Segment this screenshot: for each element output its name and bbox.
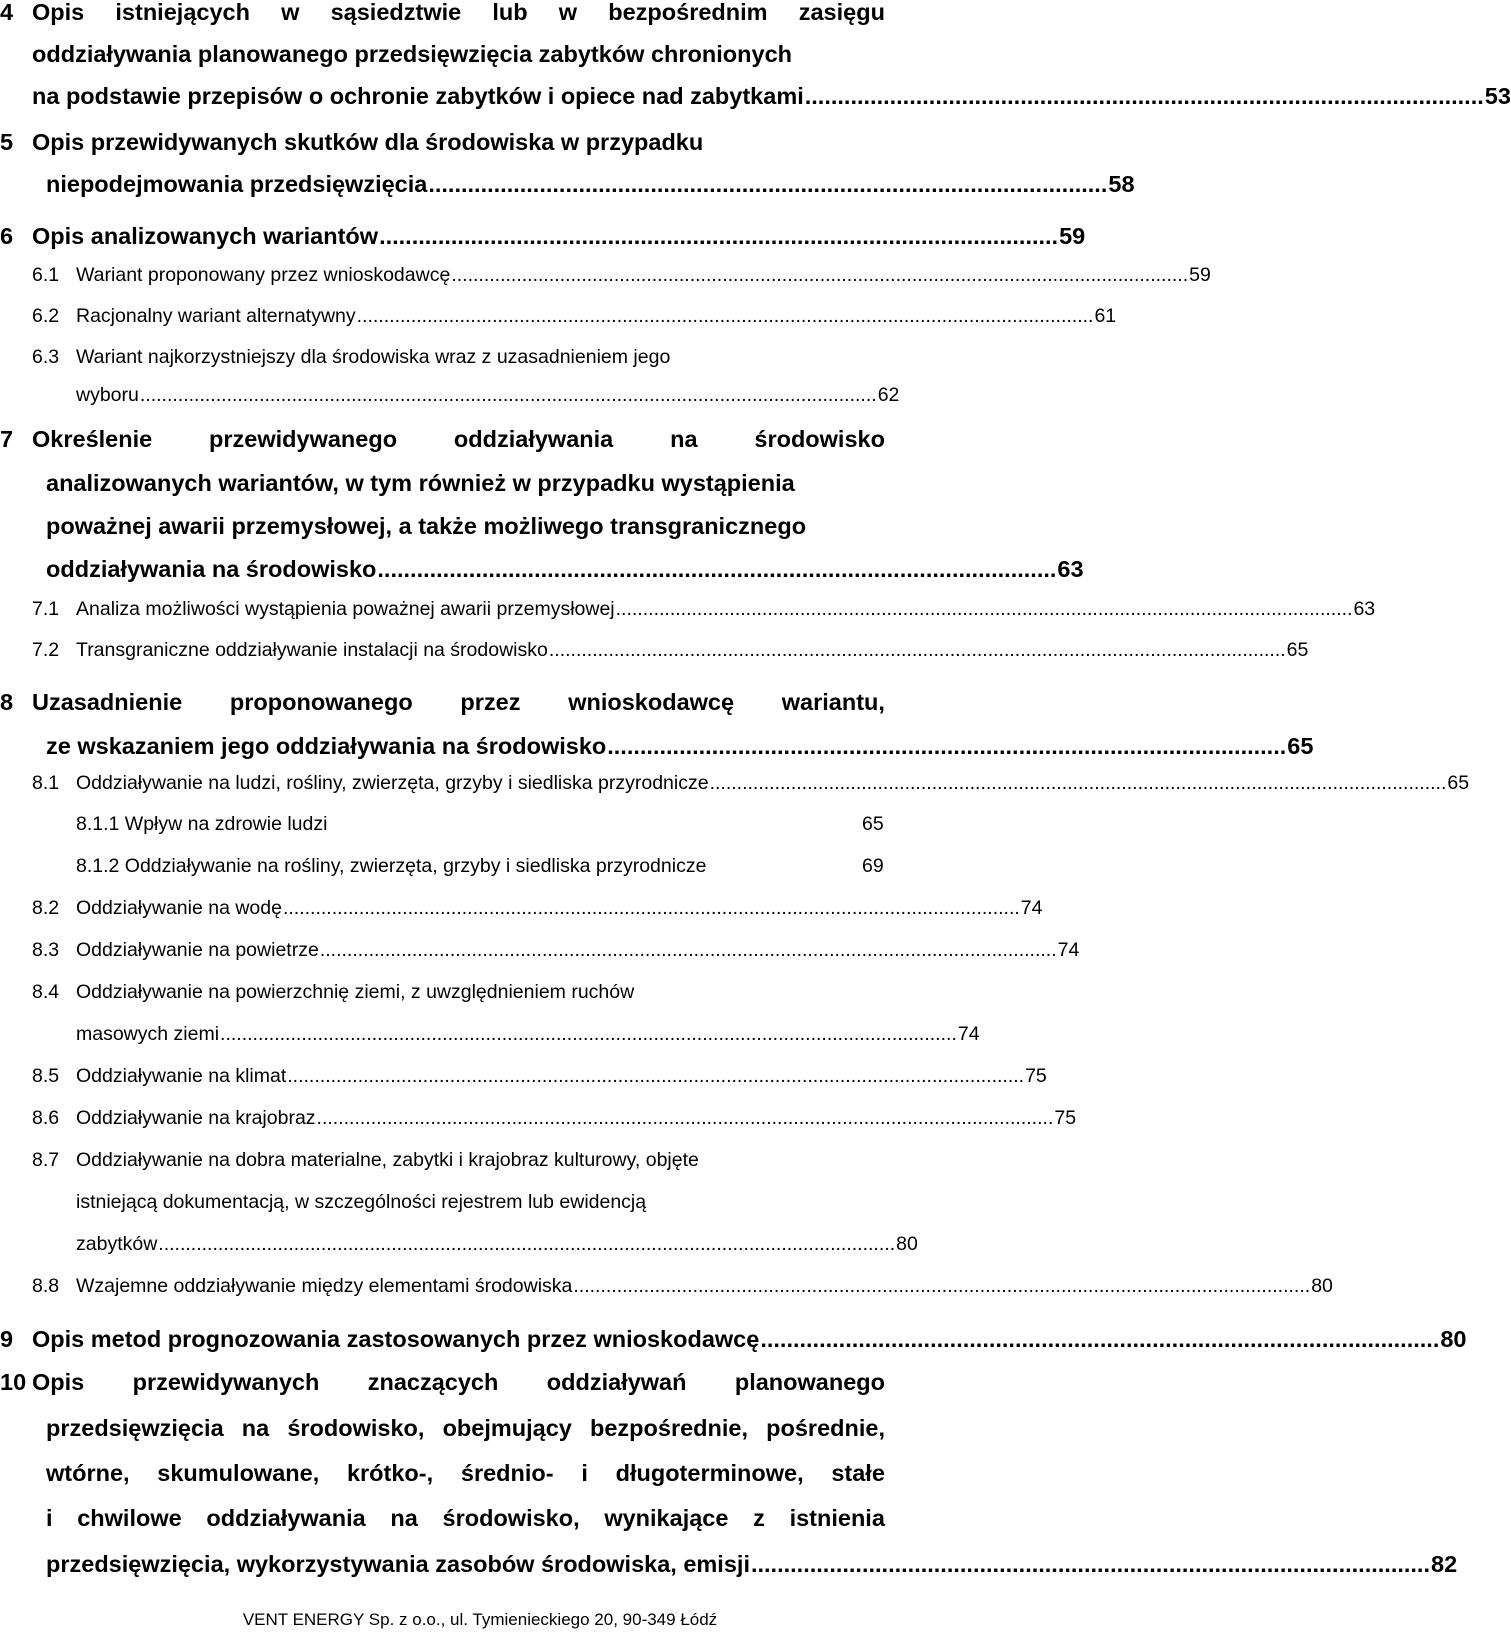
toc-leader-line [76,1228,918,1260]
toc-leader-line [76,934,1080,966]
toc-word: planowanego [734,1369,885,1395]
toc-text: Analiza możliwości wystąpienia poważnej awarii przemysłowej [76,598,615,620]
dot-leader: ........................................................................................................................................ [356,305,1094,327]
dot-leader: ........................................................................................................................................ [573,1275,1311,1297]
toc-leader-line [76,259,1211,291]
toc-text: ze wskazaniem jego oddziaływania na środowisko [46,733,607,759]
toc-word: środowisko [754,426,885,452]
toc-text: przedsięwzięcia, wykorzystywania zasobów środowiska, emisji [46,1551,750,1577]
toc-text: Oddziaływanie na klimat [76,1065,287,1087]
toc-word: bezpośrednim [608,0,768,25]
toc-page-number: 53 [1484,83,1511,109]
toc-word: przez [460,689,521,715]
toc-word: lub [492,0,528,25]
toc-text-line [32,119,885,165]
toc-text: wyboru [76,384,139,406]
toc-text-line [46,460,885,506]
toc-leader-line [46,546,1084,592]
toc-word: Opis [32,1369,85,1395]
toc-number: 4 [0,0,14,25]
dot-leader: ........................................................................................................................................ [615,598,1353,620]
toc-page-number: 58 [1108,171,1135,197]
toc-word: skumulowane, [157,1460,320,1486]
toc-text: Wariant najkorzystniejszy dla środowiska wraz z uzasadnieniem jego [76,346,671,368]
toc-word: oddziaływania [206,1505,366,1531]
dot-leader: ........................................................................................................................................ [316,1107,1054,1129]
toc-word: zasięgu [798,0,885,25]
toc-leader-line [46,1541,1458,1587]
dot-leader: ........................................................................................................................................ [319,939,1057,961]
toc-text: analizowanych wariantów, w tym również w przypadku wystąpienia [46,470,795,496]
toc-page-number: 75 [1025,1065,1047,1087]
toc-number: 8.3 [32,939,60,961]
toc-number: 9 [0,1326,14,1352]
toc-text: Opis metod prognozowania zastosowanych przez wnioskodawcę [32,1326,760,1352]
toc-leader-line [76,593,1376,625]
toc-word: oddziaływań [546,1369,687,1395]
toc-word: znaczących [367,1369,499,1395]
toc-word: z [753,1505,765,1531]
toc-word: środowisko, [287,1415,425,1441]
toc-leader-line [76,379,900,411]
toc-number: 7 [0,426,14,452]
toc-text: Racjonalny wariant alternatywny [76,305,356,327]
dot-leader: ........................................................................................................ [428,171,1108,197]
toc-word: obejmujący [442,1415,572,1441]
toc-text-line [32,31,885,77]
toc-text: Oddziaływanie na powierzchnię ziemi, z uwzględnieniem ruchów [76,981,635,1003]
toc-number: 8.5 [32,1065,60,1087]
toc-text: Oddziaływanie na wodę [76,897,282,919]
toc-page-number: 74 [1057,939,1080,961]
toc-page-number: 80 [1440,1326,1467,1352]
toc-word: wtórne, [46,1460,130,1486]
toc-number: 8.6 [32,1107,60,1129]
dot-leader: ........................................................................................................ [750,1551,1430,1577]
toc-page-number: 75 [1054,1107,1077,1129]
toc-text-line [76,1144,884,1176]
toc-number: 8.7 [32,1149,60,1171]
toc-page-number: 74 [957,1023,980,1045]
toc-word: i [46,1505,53,1531]
toc-page-number: 80 [1311,1275,1333,1297]
dot-leader: ........................................................................................................ [804,83,1484,109]
toc-text: oddziaływania na środowisko [46,556,377,582]
toc-text: Transgraniczne oddziaływanie instalacji na środowisko [76,639,548,661]
dot-leader: ........................................................................................................ [607,733,1287,759]
toc-word: stałe [831,1460,885,1486]
toc-word: wnioskodawcę [568,689,735,715]
toc-text: Wzajemne oddziaływanie między elementami środowiska [76,1275,573,1297]
toc-leader-line [76,767,1470,799]
toc-word: pośrednie, [766,1415,885,1441]
page-footer: VENT ENERGY Sp. z o.o., ul. Tymienieckiego 20, 90-349 Łódź [242,1610,718,1629]
toc-number: 7.2 [32,639,60,661]
dot-leader: ........................................................................................................................................ [548,639,1286,661]
toc-word: przewidywanego [209,426,398,452]
toc-text-line [46,1450,885,1496]
toc-leader-line [76,892,1043,924]
toc-word: średnio- [460,1460,554,1486]
toc-number: 6.2 [32,305,60,327]
toc-number: 8.4 [32,981,60,1003]
toc-word: Uzasadnienie [32,689,183,715]
toc-number: 10 [0,1369,27,1395]
dot-leader: ........................................................................................................................................ [451,264,1189,286]
toc-text: zabytków [76,1233,158,1255]
toc-text-line [76,341,884,373]
dot-leader: ........................................................................................................................................ [287,1065,1025,1087]
toc-text: Oddziaływanie na krajobraz [76,1107,316,1129]
toc-leader-line [76,1060,1047,1092]
toc-text: na podstawie przepisów o ochronie zabytków i opiece nad zabytkami [32,83,804,109]
toc-page-number: 74 [1020,897,1043,919]
toc-number: 5 [0,129,14,155]
toc-page-number: 65 [1287,733,1314,759]
toc-word: w [558,0,578,25]
toc-leader-line [32,1316,1467,1362]
toc-leader-line [76,1270,1333,1302]
dot-leader: ........................................................................................................................................ [220,1023,957,1045]
toc-page-number: 65 [1447,772,1470,794]
toc-text-line [46,1495,885,1541]
toc-word: Opis [32,0,85,25]
toc-text: niepodejmowania przedsięwzięcia [46,171,428,197]
toc-text: Oddziaływanie na powietrze [76,939,319,961]
toc-page-number: 63 [1353,598,1376,620]
toc-word: przedsięwzięcia [46,1415,224,1441]
toc-word: i [581,1460,588,1486]
toc-number: 8.8 [32,1275,60,1297]
toc-text: masowych ziemi [76,1023,220,1045]
toc-leader-line [32,213,1086,259]
dot-leader: ........................................................................................................ [379,223,1059,249]
toc-text-line [32,679,885,725]
toc-page-number: 63 [1057,556,1084,582]
toc-text: 8.1.2 Oddziaływanie na rośliny, zwierzęta, grzyby i siedliska przyrodnicze [76,855,707,877]
toc-leader-line [46,161,1135,207]
toc-word: proponowanego [229,689,413,715]
toc-text: Opis analizowanych wariantów [32,223,379,249]
toc-number: 8 [0,689,14,715]
toc-text: istniejącą dokumentacją, w szczególności rejestrem lub ewidencją [76,1191,647,1213]
toc-word: na [670,426,698,452]
toc-word: krótko-, [346,1460,434,1486]
toc-text: poważnej awarii przemysłowej, a także możliwego transgranicznego [46,513,807,539]
toc-page-number: 80 [896,1233,918,1255]
toc-page-number: 82 [1431,1551,1458,1577]
toc-page-number: 59 [1189,264,1211,286]
dot-leader: ........................................................................................................................................ [282,897,1020,919]
toc-page-number: 59 [1059,223,1086,249]
toc-word: oddziaływania [453,426,614,452]
toc-page-number: 65 [1286,639,1309,661]
toc-word: chwilowe [77,1505,182,1531]
toc-word: istniejących [115,0,250,25]
toc-text-line [76,976,884,1008]
toc-word: wariantu, [781,689,885,715]
toc-word: wynikające [604,1505,729,1531]
toc-word: na [241,1415,270,1441]
toc-word: na [390,1505,418,1531]
toc-text-line [76,1186,884,1218]
toc-word: bezpośrednie, [590,1415,749,1441]
toc-text: Oddziaływanie na ludzi, rośliny, zwierzęta, grzyby i siedliska przyrodnicze [76,772,709,794]
toc-word: długoterminowe, [615,1460,804,1486]
toc-text-line [46,503,885,549]
toc-text-line [32,1359,885,1405]
dot-leader: ........................................................................................................................................ [709,772,1447,794]
dot-leader: ........................................................................................................ [760,1326,1440,1352]
toc-word: Określenie [32,426,153,452]
toc-number: 8.2 [32,897,60,919]
toc-page-number: 62 [877,384,900,406]
dot-leader: ........................................................................................................ [377,556,1057,582]
toc-leader-line [76,1102,1077,1134]
toc-word: przewidywanych [132,1369,320,1395]
toc-text-line [32,416,885,462]
toc-leader-line [46,723,1314,769]
toc-text-line [32,0,885,35]
toc-word: środowisko, [442,1505,580,1531]
toc-leader-line [76,634,1309,666]
toc-page-number: 69 [862,855,884,877]
dot-leader: ........................................................................................................................................ [139,384,877,406]
toc-text: oddziaływania planowanego przedsięwzięcia zabytków chronionych [32,41,792,67]
toc-leader-line [76,1018,980,1050]
toc-word: sąsiedztwie [330,0,462,25]
toc-page-number: 65 [862,813,884,835]
toc-word: istnienia [789,1505,885,1531]
toc-text: Wariant proponowany przez wnioskodawcę [76,264,451,286]
toc-number: 6 [0,223,14,249]
toc-text: Oddziaływanie na dobra materialne, zabytki i krajobraz kulturowy, objęte [76,1149,699,1171]
toc-leader-line [32,73,1511,119]
toc-leader-line [76,300,1117,332]
toc-number: 6.3 [32,346,60,368]
toc-text-line [46,1405,885,1451]
dot-leader: ........................................................................................................................................ [158,1233,896,1255]
toc-text: 8.1.1 Wpływ na zdrowie ludzi [76,813,328,835]
toc-number: 6.1 [32,264,60,286]
toc-number: 7.1 [32,598,60,620]
toc-text: Opis przewidywanych skutków dla środowiska w przypadku [32,129,704,155]
toc-word: w [281,0,300,25]
toc-page-number: 61 [1094,305,1117,327]
toc-number: 8.1 [32,772,60,794]
